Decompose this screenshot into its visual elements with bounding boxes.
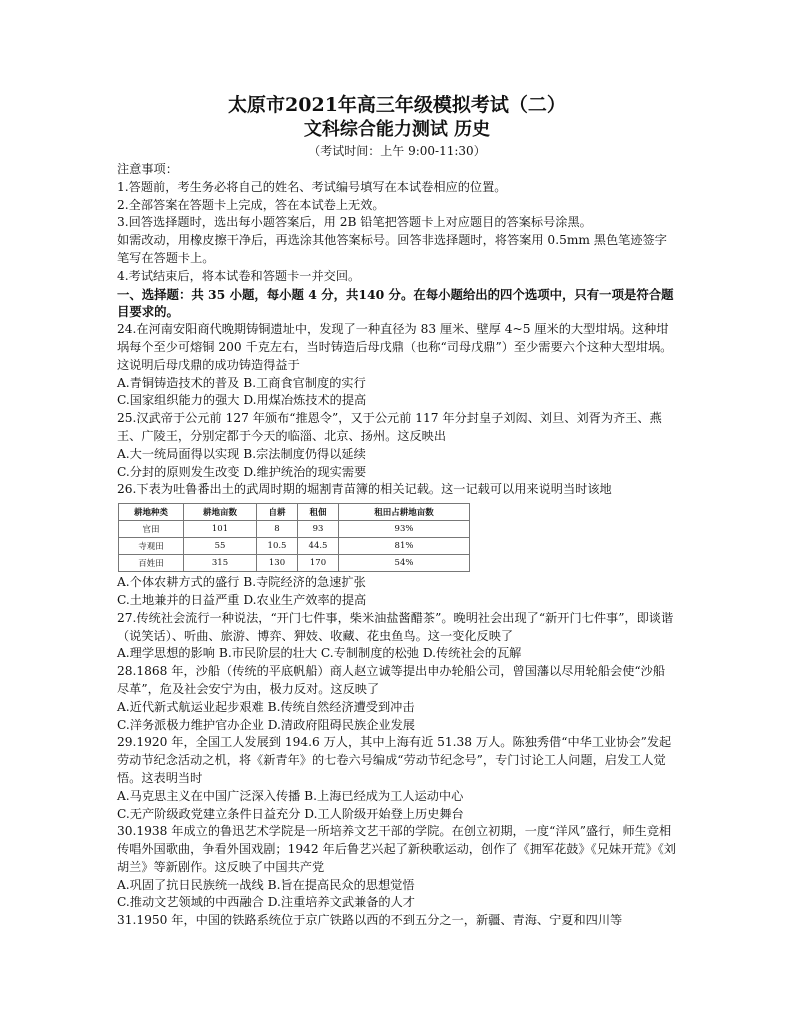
question-30-options-cd: C.推动文艺领域的中西融合 D.注重培养文武兼备的人才 [117, 895, 415, 910]
exam-subtitle: 文科综合能力测试 历史 [303, 119, 491, 140]
note-item: 3.回答选择题时，选出每小题答案后，用 2B 铅笔把答题卡上对应题目的答案标号涂黑。 [117, 215, 592, 230]
question-24-options-ab: A.青铜铸造技术的普及 B.工商食官制度的实行 [117, 375, 366, 390]
question-28-options-ab: A.近代新式航运业起步艰难 B.传统自然经济遭受到冲击 [117, 699, 415, 714]
question-30-options-ab: A.巩固了抗日民族统一战线 B.旨在提高民众的思想觉悟 [117, 877, 415, 892]
question-29-options-ab: A.马克思主义在中国广泛深入传播 B.上海已经成为工人运动中心 [117, 788, 464, 803]
table-row [119, 538, 470, 555]
table-header: 耕地亩数 [184, 504, 257, 521]
table-cell: 8 [257, 521, 298, 538]
question-25-stem: 25.汉武帝于公元前 127 年颁布“推恩令”，又于公元前 117 年分封皇子刘闳、刘旦、刘胥为齐王、燕王、广陵王，分别定都于今天的临淄、北京、扬州。这反映出 [117, 411, 662, 443]
question-24-options-cd: C.国家组织能力的强大 D.用煤冶炼技术的提高 [117, 393, 367, 408]
exam-title: 太原市2021年高三年级模拟考试（二） [228, 94, 566, 116]
table-row [119, 555, 470, 572]
notes-heading: 注意事项： [117, 162, 178, 176]
table-cell: 10.5 [257, 538, 298, 555]
question-25-options-cd: C.分封的原则发生改变 D.维护统治的现实需要 [117, 464, 367, 479]
question-26-options-cd: C.土地兼并的日益严重 D.农业生产效率的提高 [117, 592, 367, 607]
table-cell: 81% [339, 538, 470, 555]
table-row [119, 521, 470, 538]
table-cell: 寺观田 [119, 538, 184, 555]
table-cell: 55 [184, 538, 257, 555]
question-27-stem: 27.传统社会流行一种说法，“开门七件事，柴米油盐酱醋茶”。晚明社会出现了“新开门七件事”，即谈谐（说笑话）、听曲、旅游、博弈、狎妓、收藏、花虫鱼鸟。这一变化反映了 [117, 610, 674, 643]
question-25-options-ab: A.大一统局面得以实现 B.宗法制度仍得以延续 [117, 446, 366, 461]
note-item: 2.全部答案在答题卡上完成，答在本试卷上无效。 [117, 197, 385, 212]
table-cell: 54% [339, 555, 470, 572]
table-cell: 315 [184, 555, 257, 572]
table-header: 租田占耕地亩数 [339, 504, 470, 521]
land-table [118, 503, 470, 572]
note-item: 如需改动，用橡皮擦干净后，再选涂其他答案标号。回答非选择题时，将答案用 0.5mm 黑色笔迹签字笔写在答题卡上。 [117, 233, 667, 265]
exam-page [117, 92, 677, 930]
note-item: 4.考试结束后，将本试卷和答题卡一并交回。 [117, 268, 361, 283]
section-heading: 一、选择题：共 35 小题，每小题 4 分，共140 分。在每小题给出的四个选项中，只有一项是符合题目要求的。 [117, 286, 674, 320]
question-26-options-ab: A.个体农耕方式的盛行 B.寺院经济的急速扩张 [117, 575, 366, 590]
question-28-stem: 28.1868 年，沙船（传统的平底帆船）商人赵立诚等提出申办轮船公司，曾国藩以尽用轮船会使“沙船尽革”，危及社会安宁为由，极力反对。这反映了 [117, 664, 666, 696]
table-cell: 130 [257, 555, 298, 572]
question-31-stem: 31.1950 年，中国的铁路系统位于京广铁路以西的不到五分之一，新疆、青海、宁夏和四川等 [117, 913, 623, 928]
table-header-row [119, 504, 470, 521]
table-cell: 170 [298, 555, 339, 572]
question-29-stem: 29.1920 年，全国工人发展到 194.6 万人，其中上海有近 51.38 万人。陈独秀借“中华工业协会”发起劳动节纪念活动之机，将《新青年》的七卷六号编成“劳动节纪念号”，专门讨论工人问题，启发工人觉悟。这表明当时 [117, 735, 672, 785]
table-cell: 官田 [119, 521, 184, 538]
question-26-stem: 26.下表为吐鲁番出土的武周时期的堀割青苗簿的相关记载。这一记载可以用来说明当时该地 [117, 482, 612, 497]
table-cell: 44.5 [298, 538, 339, 555]
question-30-stem: 30.1938 年成立的鲁迅艺术学院是一所培养文艺干部的学院。在创立初期，一度“洋风”盛行，师生竞相传唱外国歌曲，争看外国戏剧；1942 年后鲁艺兴起了新秧歌运动，创作了《拥军花鼓》《兄妹开荒》《刘胡兰》等新剧作。这反映了中国共产党 [117, 824, 676, 874]
exam-time: （考试时间：上午 9:00-11:30） [308, 144, 486, 158]
question-28-options-cd: C.洋务派极力维护官办企业 D.清政府阻碍民族企业发展 [117, 717, 415, 732]
question-24-stem: 24.在河南安阳商代晚期铸铜遗址中，发现了一种直径为 83 厘米、壁厚 4~5 厘米的大型坩埚。这种坩埚每个至少可熔铜 200 千克左右，当时铸造后母戊鼎（也称“司母戊鼎”）至少需要六个这种大型坩埚。这说明后母戊鼎的成功铸造得益于 [117, 322, 673, 372]
table-cell: 93 [298, 521, 339, 538]
table-cell: 101 [184, 521, 257, 538]
table-header: 耕地种类 [119, 504, 184, 521]
note-item: 1.答题前，考生务必将自己的姓名、考试编号填写在本试卷相应的位置。 [117, 179, 507, 194]
table-header: 租佃 [298, 504, 339, 521]
table-header: 自耕 [257, 504, 298, 521]
question-27-options: A.理学思想的影响 B.市民阶层的壮大 C.专制制度的松弛 D.传统社会的瓦解 [117, 646, 522, 661]
table-cell: 93% [339, 521, 470, 538]
table-cell: 百姓田 [119, 555, 184, 572]
question-29-options-cd: C.无产阶级政党建立条件日益充分 D.工人阶级开始登上历史舞台 [117, 806, 464, 821]
